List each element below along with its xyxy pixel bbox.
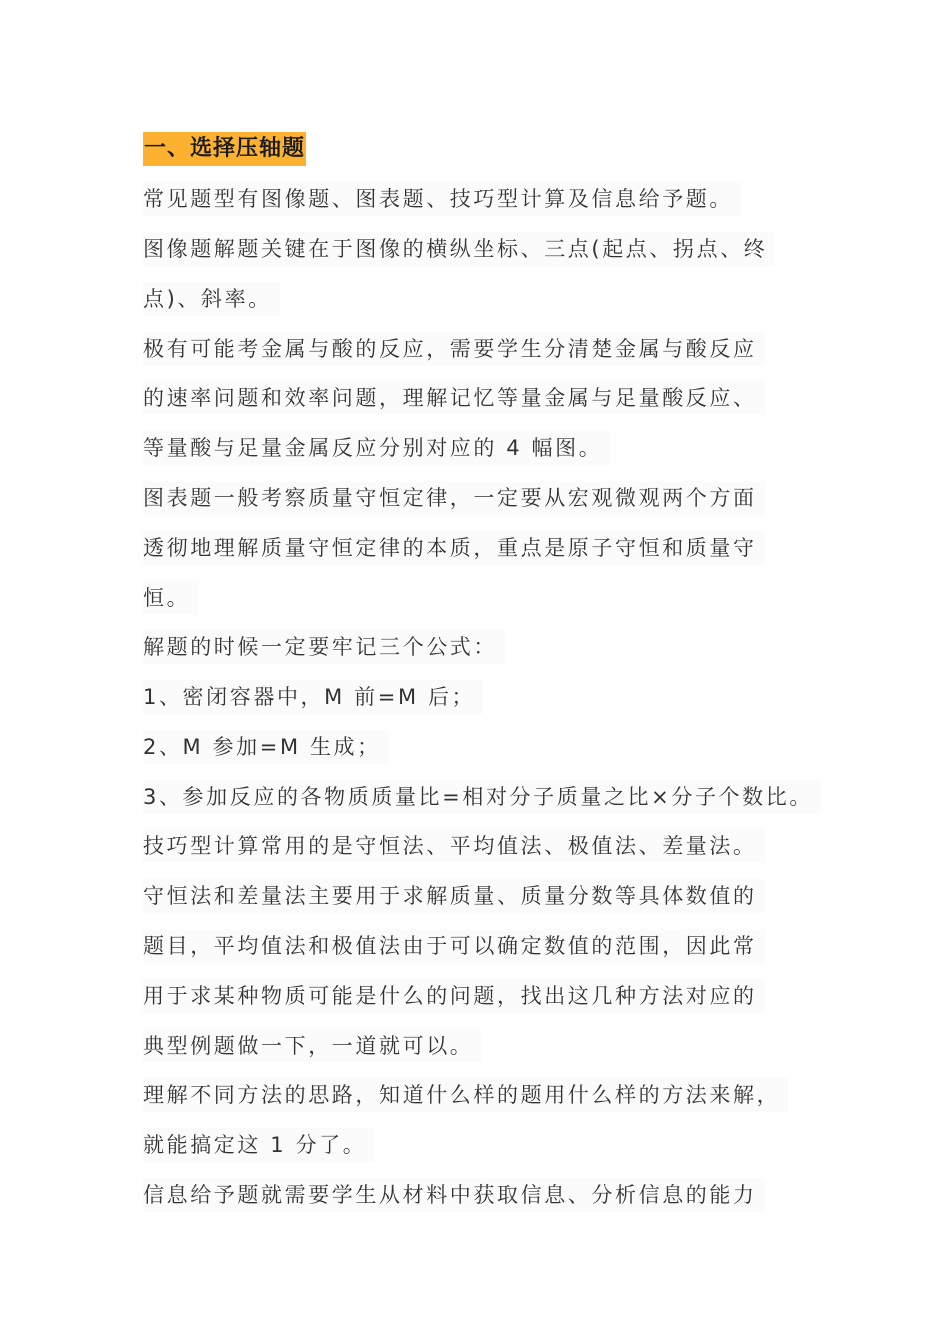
paragraph-line: 的速率问题和效率问题，理解记忆等量金属与足量酸反应、 <box>143 381 765 415</box>
paragraph-line: 等量酸与足量金属反应分别对应的 4 幅图。 <box>143 431 610 465</box>
paragraph-line: 题目，平均值法和极值法由于可以确定数值的范围，因此常 <box>143 929 765 963</box>
paragraph-line: 图像题解题关键在于图像的横纵坐标、三点(起点、拐点、终 <box>143 232 775 266</box>
paragraph-line: 极有可能考金属与酸的反应，需要学生分清楚金属与酸反应 <box>143 332 765 366</box>
paragraph-line: 用于求某种物质可能是什么的问题，找出这几种方法对应的 <box>143 979 765 1013</box>
formula-line: 1、密闭容器中，M 前=M 后； <box>143 680 483 714</box>
paragraph-line: 守恒法和差量法主要用于求解质量、质量分数等具体数值的 <box>143 879 765 913</box>
paragraph-line: 信息给予题就需要学生从材料中获取信息、分析信息的能力 <box>143 1178 765 1212</box>
paragraph-line: 常见题型有图像题、图表题、技巧型计算及信息给予题。 <box>143 182 741 216</box>
paragraph-line: 理解不同方法的思路，知道什么样的题用什么样的方法来解， <box>143 1078 788 1112</box>
paragraph-line: 技巧型计算常用的是守恒法、平均值法、极值法、差量法。 <box>143 829 765 863</box>
paragraph-line: 图表题一般考察质量守恒定律，一定要从宏观微观两个方面 <box>143 481 765 515</box>
paragraph-line: 点)、斜率。 <box>143 282 280 316</box>
formula-line: 2、M 参加=M 生成； <box>143 730 389 764</box>
formula-line: 3、参加反应的各物质质量比=相对分子质量之比×分子个数比。 <box>143 780 821 814</box>
paragraph-line: 透彻地理解质量守恒定律的本质，重点是原子守恒和质量守 <box>143 531 765 565</box>
paragraph-line: 恒。 <box>143 581 198 615</box>
section-heading: 一、选择压轴题 <box>143 132 306 166</box>
paragraph-line: 典型例题做一下，一道就可以。 <box>143 1029 481 1063</box>
paragraph-line: 就能搞定这 1 分了。 <box>143 1128 374 1162</box>
paragraph-line: 解题的时候一定要牢记三个公式： <box>143 630 505 664</box>
